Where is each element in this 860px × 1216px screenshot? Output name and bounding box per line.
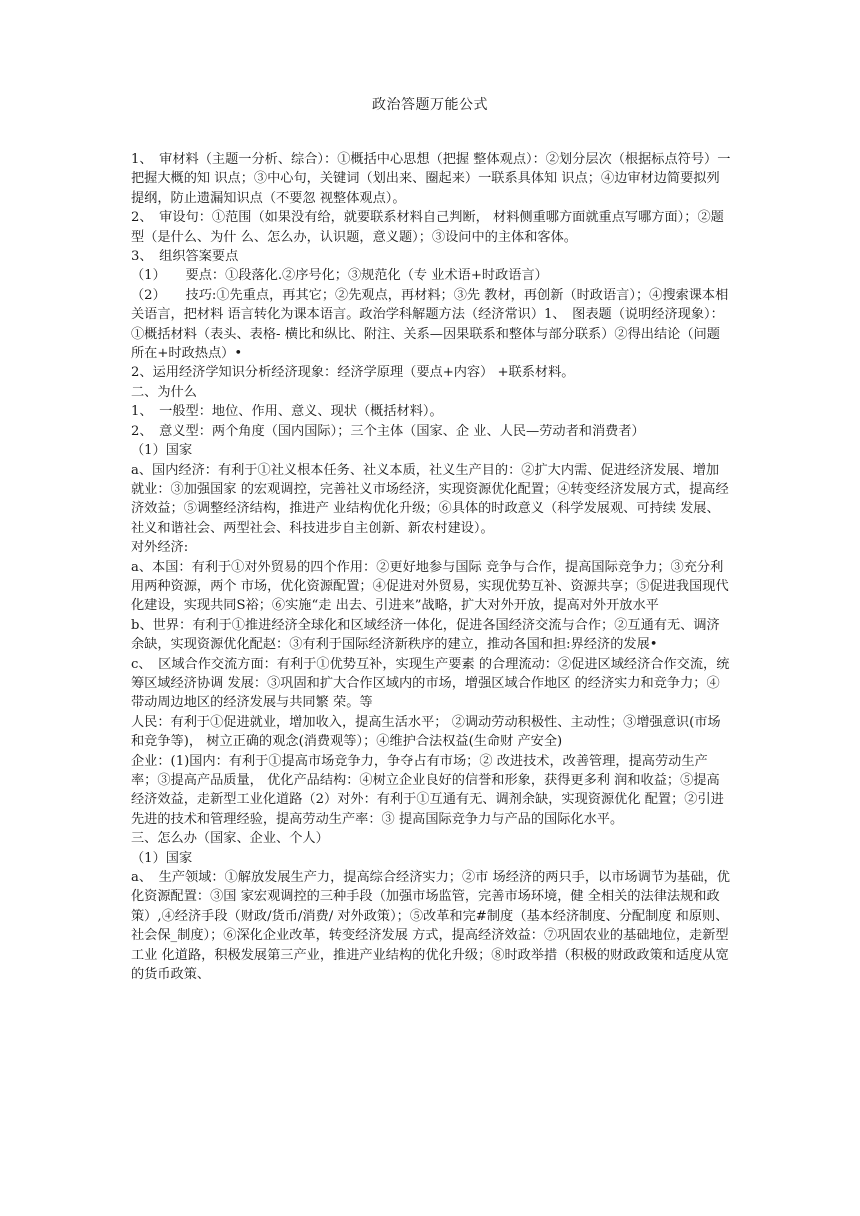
- document-body: [131, 150, 731, 984]
- paragraph-8: 1、 一般型：地位、作用、意义、现状（概括材料）。: [131, 404, 443, 420]
- paragraph-11: a、国内经济：有利于①社义根本任务、社义本质，社义生产目的：②扩大内需、促进经济发展、增加就业：③加强国家 的宏观调控，完善社义市场经济，实现资源优化配置；④转变经济发展方式，提高经济效益；⑤调整经济结构，推进产 业结构优化升级；⑥具体的时政意义（科学发展观、可持续 发展、社义和谐社会、两型社会、科技进步自主创新、新农村建设）。: [131, 462, 729, 536]
- paragraph-17: 企业：(1)国内：有利于①提高市场竞争力，争夺占有市场；② 改进技术，改善管理，提高劳动生产率；③提高产品质量， 优化产品结构：④树立企业良好的信誉和形象，获得更多利 润和收益；⑤提高经济效益，走新型工业化道路（2）对外：有利于①互通有无、调剂余缺，实现资源优化 配置；②引进先进的技术和管理经验，提高劳动生产率：③ 提高国际竞争力与产品的国际化水平。: [131, 753, 724, 827]
- paragraph-10: （1）国家: [131, 443, 193, 459]
- document-title: 政治答题万能公式: [372, 97, 488, 113]
- paragraph-1: 1、 审材料（主题一分析、综合）：①概括中心思想（把握 整体观点）：②划分层次（根据标点符号）一把握大概的知 识点；③中心句，关键词（划出来、圈起来）一联系具体知 识点；④边审材边简要拟列提纲，防止遗漏知识点（不要忽 视整体观点）。: [131, 152, 731, 206]
- paragraph-12: 对外经济:: [131, 540, 189, 556]
- paragraph-15: c、 区域合作交流方面：有利于①优势互补，实现生产要素 的合理流动：②促进区域经济合作交流，统筹区域经济协调 发展：③巩固和扩大合作区域内的市场，增强区域合作地区 的经济实力和竞争力；④带动周边地区的经济发展与共同繁 荣。等: [131, 656, 730, 711]
- paragraph-5: （2） 技巧:①先重点，再其它；②先观点，再材料；③先 教材，再创新（时政语言）；④搜索课本相关语言，把材料 语言转化为课本语言。政治学科解题方法（经济常识）1、 图表题（说明经济现象）：①概括材料（表头、表格- 横比和纵比、附注、关系—因果联系和整体与部分联系）②得出结论（问题所在+时政热点）•: [131, 287, 729, 362]
- paragraph-16: 人民：有利于①促进就业，增加收入，提高生活水平； ②调动劳动积极性、主动性；③增强意识(市场和竞争等)， 树立正确的观念(消费观等）；④维护合法权益(生命财 产安全): [131, 714, 721, 750]
- paragraph-9: 2、 意义型：两个角度（国内国际）；三个主体（国家、企 业、人民—劳动者和消费者）: [131, 423, 645, 439]
- paragraph-19: （1）国家: [131, 850, 193, 866]
- paragraph-4: （1） 要点：①段落化.②序号化；③规范化（专 业术语+时政语言）: [131, 268, 548, 284]
- section-heading-how: 三、怎么办（国家、企业、个人）: [131, 831, 329, 847]
- section-heading-why: 二、为什么: [131, 384, 197, 400]
- paragraph-20: a、 生产领域：①解放发展生产力，提高综合经济实力；②市 场经济的两只手，以市场调节为基础，优化资源配置：③国 家宏观调控的三种手段（加强市场监管，完善市场环境，健 全相关的法律法规和政策）,④经济手段（财政/货币/消费/ 对外政策）；⑤改革和完#制度（基本经济制度、分配制度 和原则、社会保_制度）；⑥深化企业改革，转变经济发展 方式，提高经济效益：⑦巩固农业的基础地位，走新型工业 化道路，积极发展第三产业，推进产业结构的优化升级；⑧时政举措（积极的财政政策和适度从宽的货币政策、: [131, 870, 730, 983]
- paragraph-14: b、世界：有利于①推进经济全球化和区域经济一体化，促进各国经济交流与合作；②互通有无、调济余缺，实现资源优化配赵：③有利于国际经济新秩序的建立，推动各国和担:界经济的发展•: [131, 617, 720, 653]
- paragraph-13: a、本国：有利于①对外贸易的四个作用：②更好地参与国际 竞争与合作，提高国际竞争力；③充分利用两种资源，两个 市场，优化资源配置；④促进对外贸易，实现优势互补、资源共享；⑤促进我国现代化建设，实现共同S裕；⑥实施“走 出去、引进来”战略，扩大对外开放，提高对外开放水平: [131, 559, 729, 614]
- paragraph-3: 3、 组织答案要点: [131, 249, 239, 265]
- paragraph-6: 2、运用经济学知识分析经济现象：经济学原理（要点+内容） +联系材料。: [131, 365, 575, 381]
- paragraph-2: 2、 审设句：①范围（如果没有给，就要联系材料自己判断， 材料侧重哪方面就重点写哪方面）；②题型（是什么、为什 么、怎么办，认识题，意义题）；③设问中的主体和客体。: [131, 210, 724, 245]
